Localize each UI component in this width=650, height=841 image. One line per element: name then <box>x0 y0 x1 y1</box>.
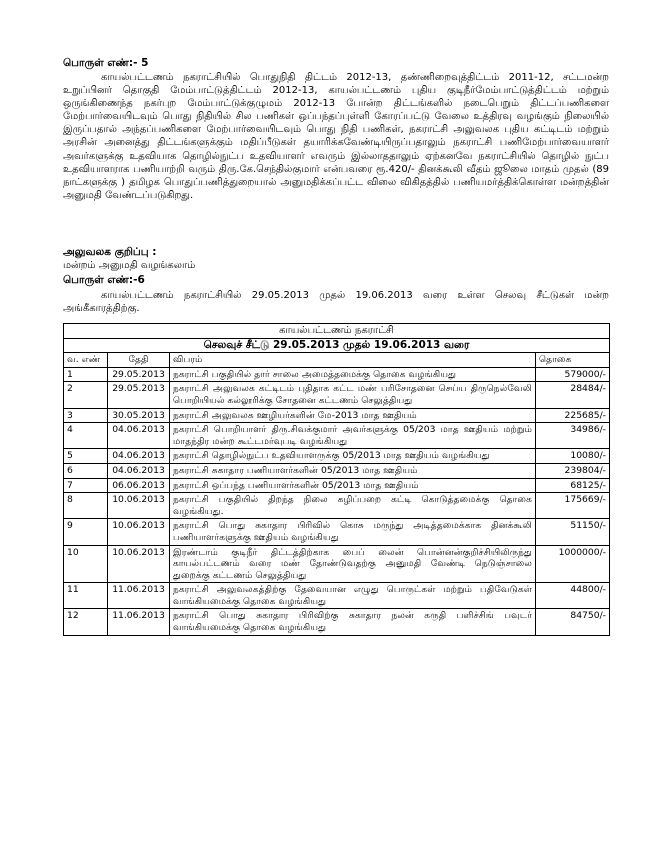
row-details: நகராட்சி அலுவலக ஊழியர்களின் மே-2013 மாத ஊதியம் <box>170 408 536 423</box>
row-sno: 3 <box>64 408 108 423</box>
row-sno: 4 <box>64 423 108 449</box>
item6-paragraph: காயல்பட்டணம் நகராட்சியில் 29.05.2013 முதல் 19.06.2013 வரை உள்ள செலவு சீட்டுகள் மன்ற அங்கீகாரத்திற்கு. <box>63 290 609 315</box>
expense-voucher-table <box>63 323 610 636</box>
row-amount: 10080/- <box>536 449 610 464</box>
row-date: 04.06.2013 <box>108 423 170 449</box>
row-details: நகராட்சி பொது சுகாதார பிரிவில் கொசு மருந்து அடித்தமைக்காக தினக்கூலி பணியாளர்களுக்கு ஊதியம் வழங்கியது <box>170 519 536 545</box>
row-date: 11.06.2013 <box>108 609 170 635</box>
table-row <box>64 478 610 493</box>
row-amount: 84750/- <box>536 609 610 635</box>
row-sno: 7 <box>64 478 108 493</box>
row-amount: 225685/- <box>536 408 610 423</box>
row-date: 06.06.2013 <box>108 478 170 493</box>
row-sno: 10 <box>64 545 108 583</box>
row-details: நகராட்சி அலுவலக கட்டிடம் புதிதாக கட்ட மண் பரிசோதனை செய்ய திருநெல்வேலி பொறியியல் கல்லூரிக்கு சோதனை கட்டணம் செலுத்தியது <box>170 382 536 408</box>
header-details: விபரம் <box>170 353 536 368</box>
table-subtitle-row <box>64 338 610 353</box>
table-row <box>64 423 610 449</box>
row-sno: 12 <box>64 609 108 635</box>
table-title-row <box>64 324 610 339</box>
header-date: தேதி <box>108 353 170 368</box>
table-subtitle: செலவுச் சீட்டு 29.05.2013 முதல் 19.06.2013 வரை <box>64 338 610 353</box>
row-details: நகராட்சி அலுவலகத்திற்கு தேவையான எழுது பொருட்கள் மற்றும் பதிவேடுகள் வாங்கியமைக்கு தொகை வழங்கியது <box>170 583 536 609</box>
row-details: நகராட்சி பகுதியில் திறந்த நிலை கழிப்பறை கட்டி கொடுத்தமைக்கு தொகை வழங்கியது. <box>170 493 536 519</box>
item5-paragraph: காயல்பட்டணம் நகராட்சியில் பொதுநிதி திட்டம் 2012-13, தண்ணிறைவுத்திட்டம் 2011-12, சட்டமன்ற உறுப்பினர் தொகுதி மேம்பாட்டுத்திட்டம் 2012-13, காயல்பட்டணம் புதிய குடிநீர்மேம்பாட்டுத்திட்டம் மற்றும் ஒருங்கிணைந்த நகர்புற மேம்பாட்டுக்குழுமம் 2012-13 போன்ற திட்டங்களில் நடைபெறும் திட்டப்பணிகளை மேற்பார்வையிடவும் பொது நிதியில் சில பணிகள் ஒப்பந்தப்புள்ளி கோரப்பட்டு வேலை உத்திரவு வழங்கும் நிலையில் இருப்பதால் அந்தப்பணிகளை மேற்பார்வையிடவும் பொது நிதி பணிகள், நகராட்சி அலுவலக புதிய கட்டிடம் மற்றும் அரசின் அனைத்து திட்டங்களுக்கும் மதிப்பீடுகள் தயாரிக்கவேண்டியிருப்பதாலும் நகராட்சி பணிமேற்பார்வையாளர் அவர்களுக்கு உதவியாக தொழில்நுட்ப உதவியாளர் எவரும் இல்லாததாலும் ஏற்கனவே நகராட்சியில் தொழில் நுட்ப உதவியாளராக பணியாற்றி வரும் திரு.கே.செந்தில்குமார் என்பவரை ரூ.420/- தினக்கூலி வீதம் ஜூலை மாதம் முதல் (89 நாட்களுக்கு ) தமிழக பொதுப்பணித்துறையால் அனுமதிக்கப்பட்ட விலை விகிதத்தில் பணியமர்த்திக்கொள்ள மன்றத்தின் அனுமதி வேண்டப்படுகிறது. <box>63 72 609 201</box>
table-row <box>64 545 610 583</box>
row-details: நகராட்சி சுகாதார பணியாளர்களின் 05/2013 மாத ஊதியம் <box>170 463 536 478</box>
item6-body <box>63 289 609 315</box>
header-sno: வ. எண் <box>64 353 108 368</box>
row-amount: 1000000/- <box>536 545 610 583</box>
table-row <box>64 519 610 545</box>
row-sno: 1 <box>64 367 108 382</box>
row-date: 11.06.2013 <box>108 583 170 609</box>
row-amount: 51150/- <box>536 519 610 545</box>
row-date: 29.05.2013 <box>108 382 170 408</box>
row-amount: 239804/- <box>536 463 610 478</box>
row-details: நகராட்சி பகுதியில் தார் சாலை அமைத்தமைக்கு தொகை வழங்கியது <box>170 367 536 382</box>
row-date: 30.05.2013 <box>108 408 170 423</box>
table-row <box>64 493 610 519</box>
row-sno: 8 <box>64 493 108 519</box>
row-details: நகராட்சி தொழில்நுட்ப உதவியாளருக்கு 05/2013 மாத ஊதியம் வழங்கியது <box>170 449 536 464</box>
table-row <box>64 408 610 423</box>
table-row <box>64 449 610 464</box>
table-row <box>64 609 610 635</box>
row-sno: 2 <box>64 382 108 408</box>
row-date: 04.06.2013 <box>108 449 170 464</box>
row-amount: 34986/- <box>536 423 610 449</box>
office-note-label: அலுவலக குறிப்பு : <box>63 246 157 258</box>
item6-heading: பொருள் எண்:-6 <box>63 274 145 286</box>
row-sno: 9 <box>64 519 108 545</box>
row-date: 10.06.2013 <box>108 545 170 583</box>
row-details: நகராட்சி பொறியாளர் திரு.சிவக்குமார் அவர்களுக்கு 05/203 மாத ஊதியம் மற்றும் மாதந்திர மன்ற கூட்டமர்வுபடி வழங்கியது <box>170 423 536 449</box>
row-date: 10.06.2013 <box>108 493 170 519</box>
row-details: இரண்டாம் குடிநீர் திட்டத்திற்காக பைப் லைன் பொன்னன்குறிச்சியிலிருந்து காயல்பட்டணம் வரை மண் தோண்டுவதற்கு அனுமதி வேண்டி நெடுஞ்சாலை துறைக்கு கட்டணம் செலுத்தியது <box>170 545 536 583</box>
table-row <box>64 583 610 609</box>
row-date: 29.05.2013 <box>108 367 170 382</box>
row-amount: 68125/- <box>536 478 610 493</box>
table-header-row <box>64 353 610 368</box>
row-amount: 579000/- <box>536 367 610 382</box>
table-row <box>64 463 610 478</box>
item5-body <box>63 71 609 202</box>
header-amount: தொகை <box>536 353 610 368</box>
row-date: 10.06.2013 <box>108 519 170 545</box>
row-amount: 44800/- <box>536 583 610 609</box>
table-title: காயல்பட்டணம் நகராட்சி <box>64 324 610 339</box>
table-row <box>64 367 610 382</box>
row-details: நகராட்சி பொது சுகாதார பிரிவிற்கு சுகாதார நலன் கருதி பளிச்சிங் பவுடர் வாங்கியமைக்கு தொகை வழங்கியது <box>170 609 536 635</box>
item5-heading: பொருள் எண்:- 5 <box>63 57 149 69</box>
row-sno: 11 <box>64 583 108 609</box>
row-amount: 28484/- <box>536 382 610 408</box>
row-sno: 6 <box>64 463 108 478</box>
row-details: நகராட்சி ஒப்பந்த பணியாளர்களின் 05/2013 மாத ஊதியம் <box>170 478 536 493</box>
table-row <box>64 382 610 408</box>
row-sno: 5 <box>64 449 108 464</box>
office-note-text: மன்றம் அனுமதி வழங்கலாம் <box>63 260 196 271</box>
row-amount: 175669/- <box>536 493 610 519</box>
row-date: 04.06.2013 <box>108 463 170 478</box>
